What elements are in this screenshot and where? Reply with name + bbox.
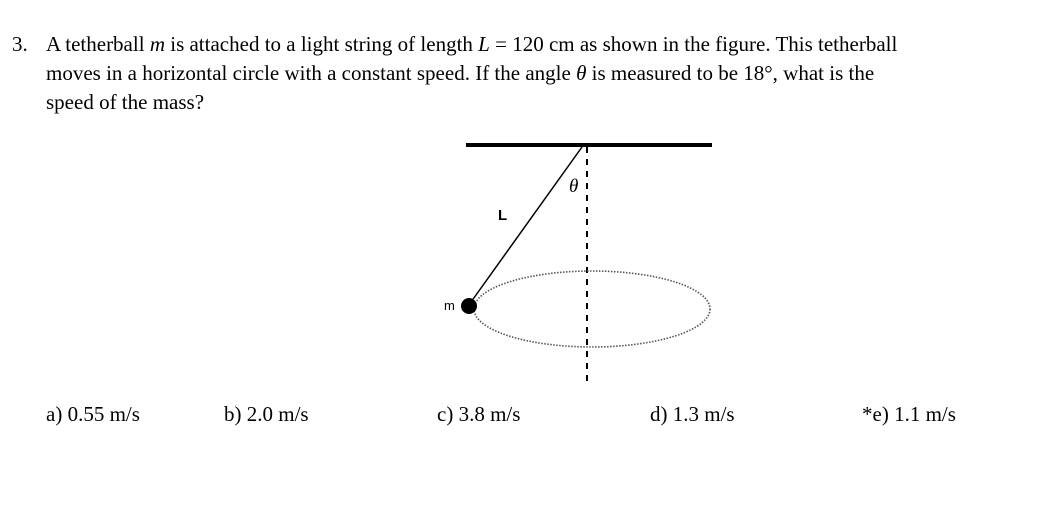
mass-symbol: m [149,32,165,56]
string-label: L [498,207,508,224]
question-line-2-part-2: is measured to be 18°, what is the [586,61,875,85]
question-body [46,30,1026,117]
choice-d: d) 1.3 m/s [650,402,735,426]
question-number: 3. [12,32,28,56]
choice-b: b) 2.0 m/s [224,402,309,426]
string-line [471,147,582,302]
question-line-1-part-3: = 120 cm as shown in the figure. This tetherball [489,32,898,56]
mass-ball [461,298,477,314]
tetherball-figure [430,130,730,390]
question-line-2-part-1: moves in a horizontal circle with a constant speed. If the angle [46,61,577,85]
question-line-1 [46,30,1026,59]
choice-e: *e) 1.1 m/s [862,402,956,426]
angle-label: θ [569,176,579,197]
theta-symbol: θ [576,61,587,85]
mass-label: m [444,298,455,313]
choice-a: a) 0.55 m/s [46,402,140,426]
circular-path [474,271,710,347]
question-line-2 [46,59,1026,88]
length-symbol: L [478,32,490,56]
choice-c: c) 3.8 m/s [437,402,521,426]
question-line-1-part-1: A tetherball [46,32,150,56]
question-line-3: speed of the mass? [46,90,205,114]
question-line-1-part-2: is attached to a light string of length [164,32,479,56]
